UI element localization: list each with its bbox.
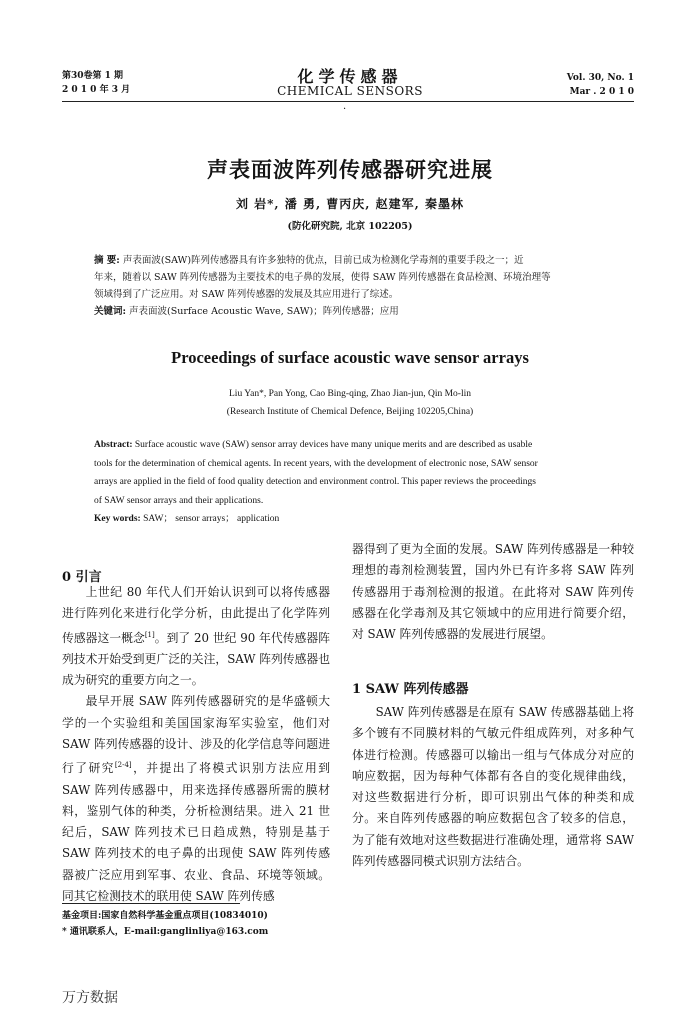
paragraph-text: ，并提出了将模式识别方法应用到 SAW 阵列传感器中，用来选择传感器所需的膜材料，鉴别气体的种类，分析检测结果。进入 21 世纪后，SAW 阵列技术已日趋成熟，特别是基于 SAW 阵列技术的电子鼻的出现使 SAW 阵列传感器被广泛应用到军事、农业、食品、环境等领域。同其它检测技术的联用使 SAW 阵列传感 bbox=[62, 761, 330, 903]
paragraph-text: 。到了 20 世纪 90 年代传感器阵列技术开始受到更广泛的关注，SAW 阵列传感器也成为研究的重要方向之一。 bbox=[62, 630, 330, 688]
citation: [1] bbox=[144, 630, 155, 639]
footnote-rule bbox=[62, 903, 240, 904]
footnote-fund: 基金项目:国家自然科学基金重点项目(10834010) bbox=[62, 911, 268, 921]
abstract-label-en: Abstract: bbox=[94, 440, 133, 450]
page-mark: · bbox=[343, 104, 347, 115]
date-cn: 2 0 1 0 年 3 月 bbox=[62, 85, 131, 95]
right-column-section1 bbox=[352, 702, 634, 872]
keywords-label-cn: 关键词: bbox=[94, 306, 127, 317]
footnote-contact: * 通讯联系人，E-mail:ganglinliya@163.com bbox=[62, 927, 269, 937]
left-column bbox=[62, 582, 330, 907]
authors-en: Liu Yan*, Pan Yong, Cao Bing-qing, Zhao Jian-jun, Qin Mo-lin bbox=[229, 389, 471, 399]
abstract-en-line: Surface acoustic wave (SAW) sensor array devices have many unique merits and are described as usable bbox=[134, 440, 533, 450]
abstract-en-line: tools for the determination of chemical agents. In recent years, with the development of electronic nose, SAW sensor bbox=[94, 458, 538, 469]
abstract-cn bbox=[94, 252, 614, 320]
abstract-en-line: of SAW sensor arrays and their applications. bbox=[94, 495, 264, 506]
affiliation-cn: (防化研究院, 北京 102205) bbox=[287, 221, 413, 232]
paper-title-en: Proceedings of surface acoustic wave sensor arrays bbox=[171, 348, 529, 367]
keywords-label-en: Key words: bbox=[94, 514, 141, 524]
paragraph-text: 上世纪 80 年代人们开始认识到可以将传感器进行阵列化来进行化学分析，由此提出了化学阵列传感器这一概念 bbox=[62, 585, 330, 645]
affiliation-en: (Research Institute of Chemical Defence, Beijing 102205,China) bbox=[226, 407, 474, 417]
paragraph-text: 最早开展 SAW 阵列传感器研究的是华盛顿大学的一个实验组和美国国家海军实验室，他们对 SAW 阵列传感器的设计、涉及的化学信息等问题进行了研究 bbox=[62, 694, 330, 776]
paragraph-section1: SAW 阵列传感器是在原有 SAW 传感器基础上将多个镀有不同膜材料的气敏元件组成阵列，对多种气体进行检测。传感器可以输出一组与气体成分对应的响应数据，因为每种气体都有各自的变化规律曲线，对这些数据进行分析，即可识别出气体的种类和成分。来自阵列传感器的响应数据包含了较多的信息，为了能有效地对这些数据进行准确处理，通常将 SAW 阵列传感器同模式识别方法结合。 bbox=[352, 705, 634, 869]
abstract-cn-line: 年来，随着以 SAW 阵列传感器为主要技术的电子鼻的发展，使得 SAW 阵列传感器在食品检测、环境治理等 bbox=[94, 272, 551, 283]
journal-title-cn: 化学传感器 bbox=[297, 67, 403, 86]
volume-issue-cn: 第30卷第 1 期 bbox=[62, 71, 124, 81]
abstract-label-cn: 摘 要: bbox=[94, 255, 120, 266]
volume-issue-en: Vol. 30, No. 1 bbox=[566, 73, 634, 83]
header-rule bbox=[62, 101, 634, 102]
authors-cn: 刘 岩*, 潘 勇, 曹丙庆, 赵建军, 秦墨林 bbox=[235, 197, 465, 211]
abstract-cn-line: 声表面波(SAW)阵列传感器具有许多独特的优点，目前已成为检测化学毒剂的重要手段之一；近 bbox=[122, 255, 524, 266]
abstract-en bbox=[94, 436, 614, 529]
paragraph-intro-1 bbox=[62, 582, 330, 691]
paragraph-intro-2 bbox=[62, 691, 330, 907]
journal-title-en: CHEMICAL SENSORS bbox=[277, 84, 423, 98]
paragraph-continued: 器得到了更为全面的发展。SAW 阵列传感器是一种较理想的毒剂检测装置，国内外已有许多将 SAW 阵列传感器用于毒剂检测的报道。在此将对 SAW 阵列传感器在化学毒剂及其它领域中的应用进行简要介绍，对 SAW 阵列传感器的发展进行展望。 bbox=[352, 542, 634, 642]
watermark-text: 万方数据 bbox=[62, 990, 118, 1006]
keywords-cn: 声表面波(Surface Acoustic Wave, SAW)；阵列传感器；应用 bbox=[129, 306, 399, 317]
citation: [2-4] bbox=[114, 761, 132, 770]
abstract-en-line: arrays are applied in the field of food quality detection and environment control. This paper reviews the proceedings bbox=[94, 477, 536, 487]
section-heading-0: 0 引言 bbox=[62, 570, 102, 585]
section-heading-1: 1 SAW 阵列传感器 bbox=[352, 682, 469, 697]
right-column bbox=[352, 539, 634, 645]
keywords-en: SAW； sensor arrays； application bbox=[143, 514, 280, 524]
abstract-cn-line: 领域得到了广泛应用。对 SAW 阵列传感器的发展及其应用进行了综述。 bbox=[94, 289, 399, 300]
date-en: Mar . 2 0 1 0 bbox=[569, 87, 634, 97]
paper-title-cn: 声表面波阵列传感器研究进展 bbox=[207, 157, 493, 182]
